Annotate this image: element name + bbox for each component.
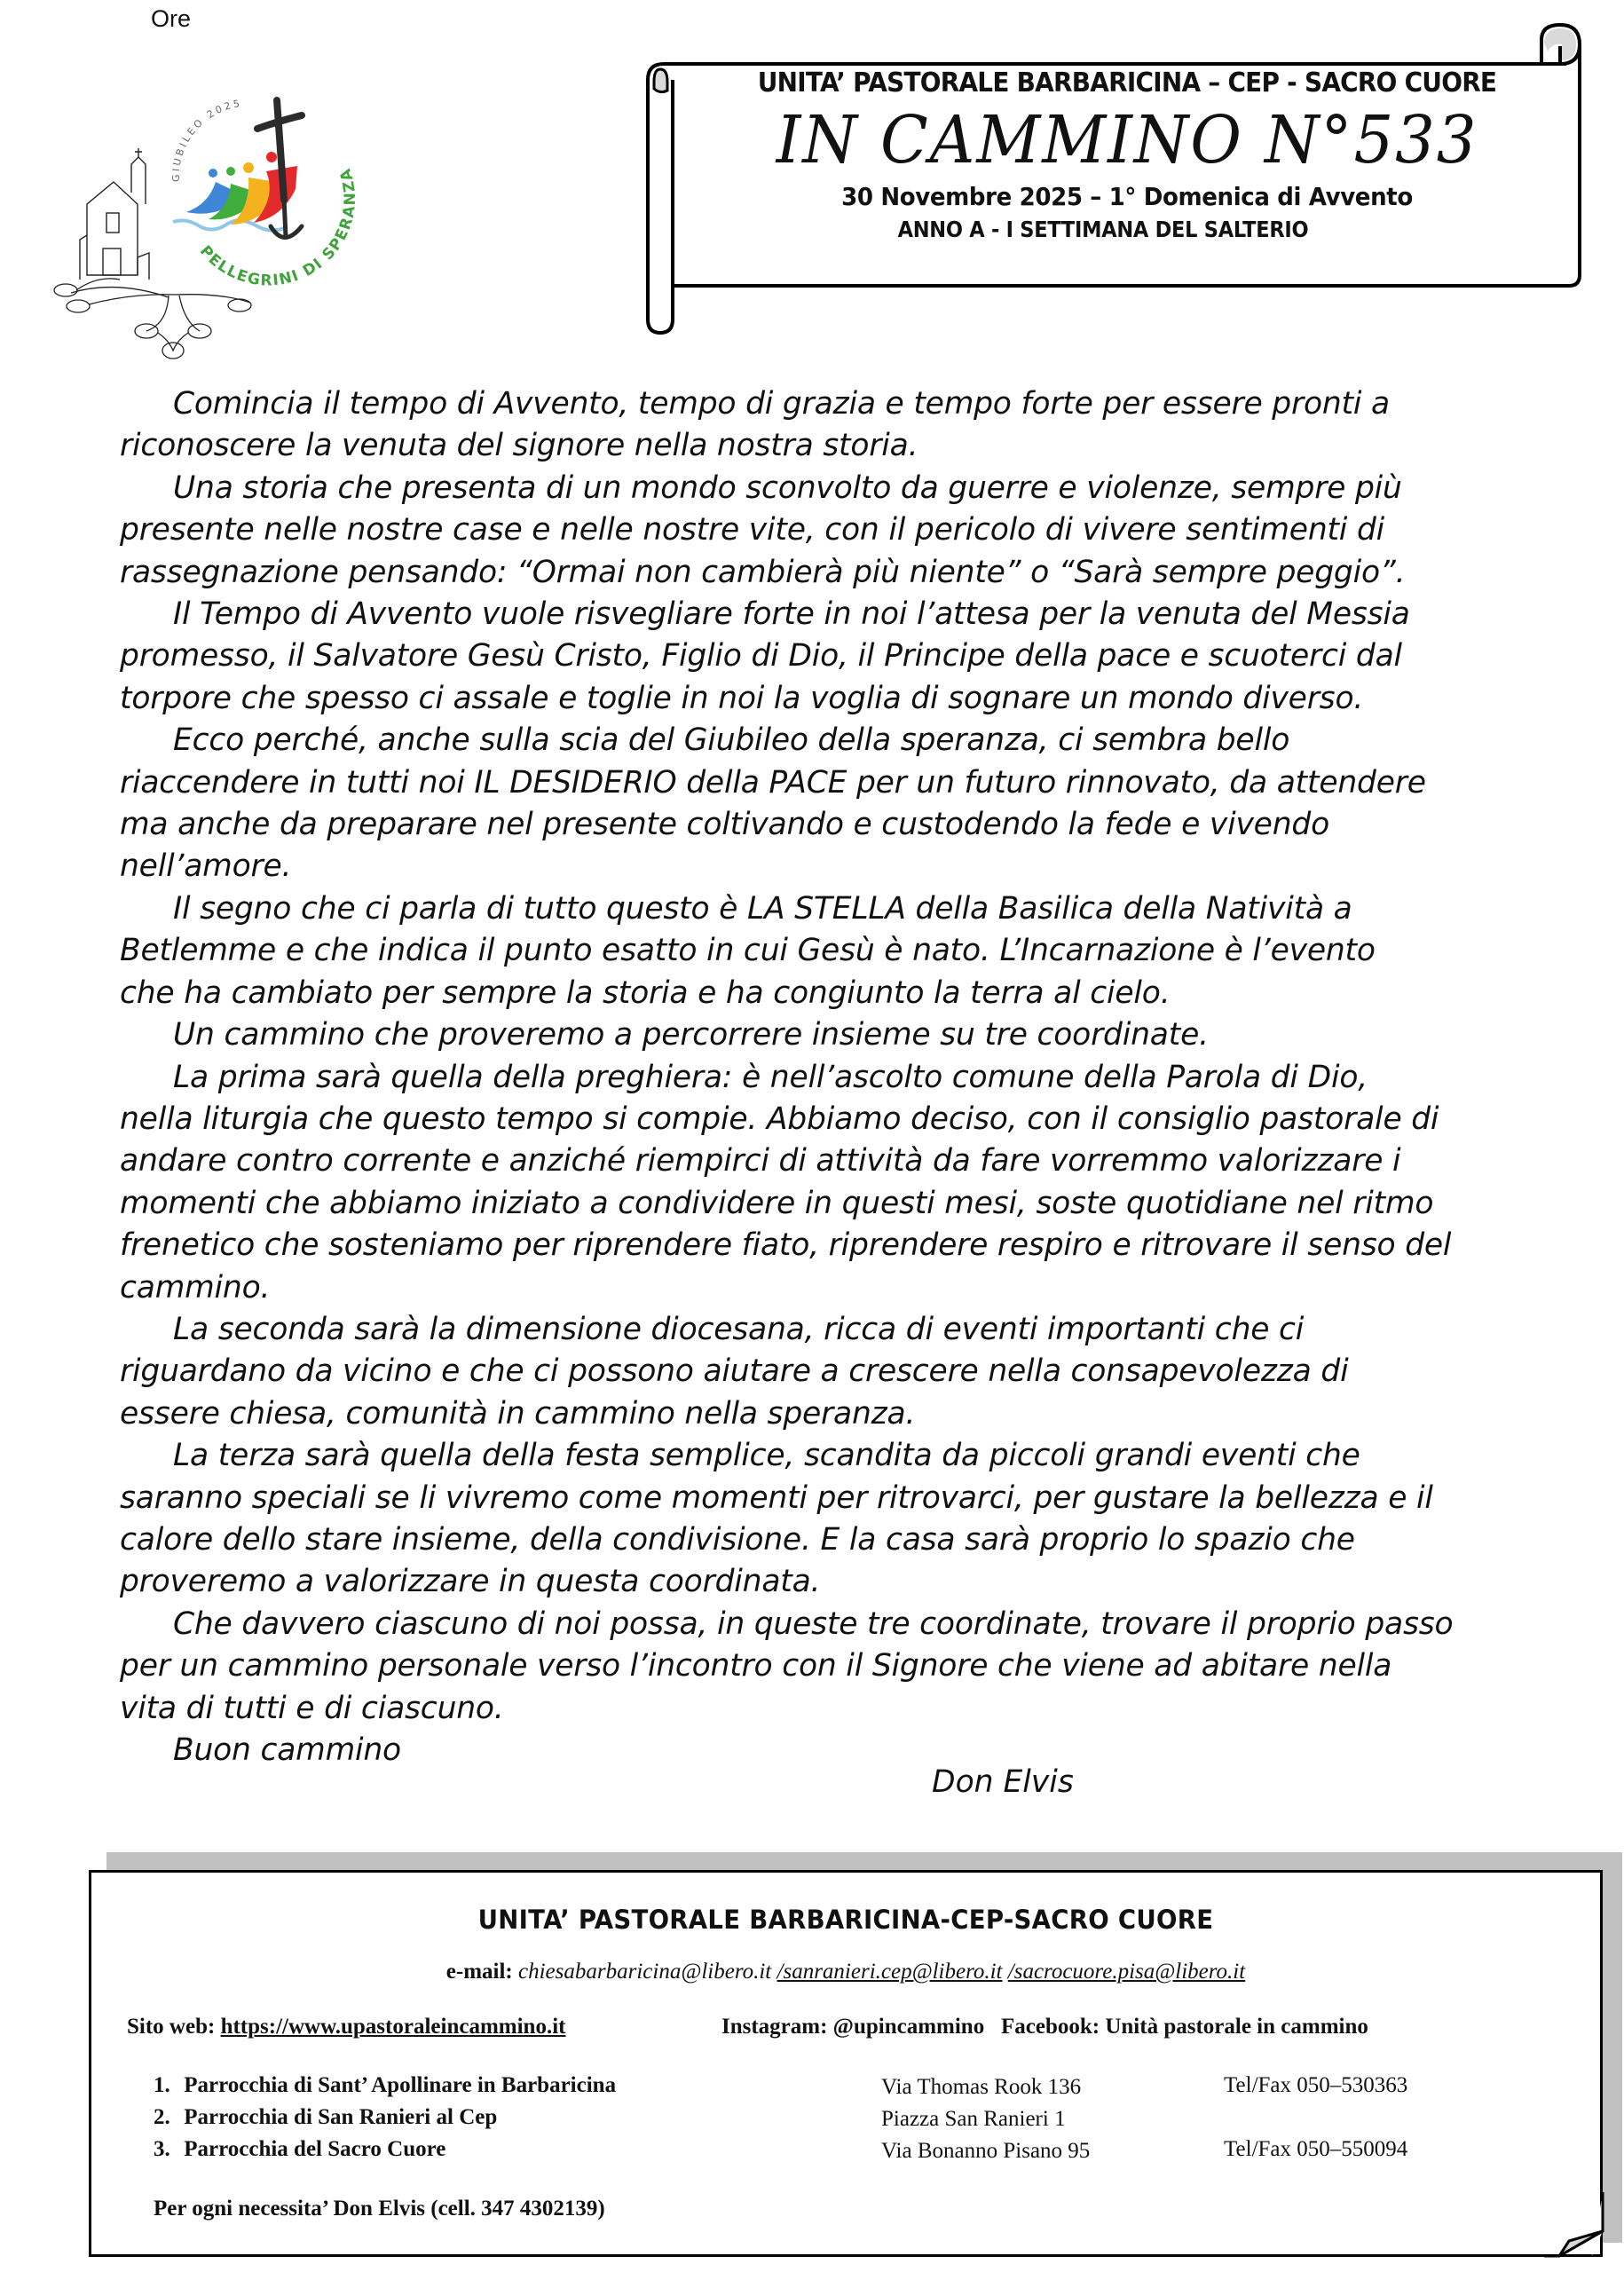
letter-line: La terza sarà quella della festa semplice, scandita da piccoli grandi eventi che <box>173 1438 1360 1474</box>
letter-line: nella liturgia che questo tempo si compie. Abbiamo deciso, con il consiglio pastorale di <box>120 1100 1439 1137</box>
letter-line: rassegnazione pensando: “Ormai non cambierà più niente” o “Sarà sempre peggio”. <box>120 554 1406 590</box>
parish-phone: Tel/Fax 050–550094 <box>1224 2137 1408 2161</box>
letter-line: riaccendere in tutti noi IL DESIDERIO della PACE per un futuro rinnovato, da attendere <box>120 764 1426 801</box>
page-curl-icon <box>1544 2192 1624 2272</box>
logo-graphic <box>44 93 373 364</box>
letter-line: Il segno che ci parla di tutto questo è LA STELLA della Basilica della Natività a <box>173 890 1352 927</box>
website-link[interactable]: https://www.upastoraleincammino.it <box>220 2015 566 2039</box>
email-link-sanranieri[interactable]: /sanranieri.cep@libero.it <box>777 1960 1003 1984</box>
parish-item: 1. Parrocchia di Sant’ Apollinare in Barbaricina <box>154 2073 617 2097</box>
letter-line: nell’amore. <box>120 848 292 885</box>
letter-line: essere chiesa, comunità in cammino nella speranza. <box>120 1395 916 1432</box>
parish-jubilee-logo <box>44 93 373 364</box>
letter-line: presente nelle nostre case e nelle nostre vite, con il pericolo di vivere sentimenti di <box>120 512 1385 548</box>
letter-line: riguardano da vicino e che ci possono aiutare a crescere nella consapevolezza di <box>120 1353 1349 1390</box>
letter-line: La seconda sarà la dimensione diocesana, ricca di eventi importanti che ci <box>173 1311 1305 1347</box>
newsletter-title: IN CAMMINO N°533 <box>776 102 1478 178</box>
parish-address: Via Thomas Rook 136 <box>881 2075 1082 2099</box>
parish-address: Piazza San Ranieri 1 <box>881 2107 1066 2131</box>
parish-phone <box>1224 2102 1407 2134</box>
email-link-barbaricina[interactable]: chiesabarbaricina@libero.it <box>518 1960 772 1984</box>
footer-contact-box <box>89 1870 1603 2257</box>
footer-title: UNITA’ PASTORALE BARBARICINA-CEP-SACRO CUORE <box>477 1905 1214 1935</box>
parish-address: Via Bonanno Pisano 95 <box>881 2139 1091 2163</box>
letter-line: proveremo a valorizzare in questa coordinata. <box>120 1564 821 1600</box>
facebook-page[interactable]: Facebook: Unità pastorale in cammino <box>1001 2015 1368 2039</box>
header-text <box>674 67 1580 242</box>
letter-line: Ecco perché, anche sulla scia del Giubileo della speranza, ci sembra bello <box>173 722 1290 759</box>
parish-addresses <box>881 2071 1090 2167</box>
letter-line: Che davvero ciascuno di noi possa, in queste tre coordinate, trovare il proprio passo <box>173 1605 1454 1642</box>
letter-line: andare contro corrente e anziché riempirci di attività da fare vorremmo valorizzare i <box>120 1143 1401 1179</box>
scroll-left-curl <box>654 69 667 92</box>
letter-line: riconoscere la venuta del signore nella nostra storia. <box>120 428 918 464</box>
letter-line: Comincia il tempo di Avvento, tempo di grazia e tempo forte per essere pronti a <box>173 386 1390 422</box>
logo-arc-top-text: GIUBILEO 2025 <box>169 97 243 183</box>
emergency-contact: Per ogni necessita’ Don Elvis (cell. 347 4302139) <box>154 2197 605 2221</box>
letter-line: promesso, il Salvatore Gesù Cristo, Figlio di Dio, il Principe della pace e scuoterci dal <box>120 638 1402 674</box>
corner-label: Ore <box>151 5 192 32</box>
parish-phones <box>1224 2070 1407 2166</box>
email-link-sacrocuore[interactable]: /sacrocuore.pisa@libero.it <box>1007 1960 1246 1984</box>
letter-line: ma anche da preparare nel presente coltivando e custodendo la fede e vivendo <box>120 807 1329 843</box>
letter-line: torpore che spesso ci assale e toglie in noi la voglia di sognare un mondo diverso. <box>120 680 1364 716</box>
letter-line: cammino. <box>120 1269 271 1306</box>
letter-line: per un cammino personale verso l’incontro con il Signore che viene ad abitare nella <box>120 1648 1392 1684</box>
letter-line: Buon cammino <box>173 1732 401 1768</box>
flourish-ornament <box>54 279 251 359</box>
letter-line: Betlemme e che indica il punto esatto in cui Gesù è nato. L’Incarnazione è l’evento <box>120 933 1376 969</box>
signature: Don Elvis <box>932 1764 1074 1800</box>
letter-line: calore dello stare insieme, della condivisione. E la casa sarà proprio lo spazio che <box>120 1521 1355 1558</box>
letter-line: Una storia che presenta di un mondo sconvolto da guerre e violenze, sempre più <box>173 469 1402 506</box>
water-wave <box>173 220 284 230</box>
email-label: e-mail: <box>445 1960 513 1984</box>
parish-phone: Tel/Fax 050–530363 <box>1224 2073 1408 2097</box>
footer-emails <box>91 1960 1600 1984</box>
parish-list <box>154 2070 616 2166</box>
liturgical-year: ANNO A - I SETTIMANA DEL SALTERIO <box>897 217 1309 242</box>
website-line <box>127 2015 565 2039</box>
logo-arc-bottom-text: PELLEGRINI DI SPERANZA <box>195 165 359 290</box>
letter-line: saranno speciali se li vivremo come momenti per ritrovarci, per gustare la bellezza e il <box>120 1479 1433 1516</box>
issue-date: 30 Novembre 2025 – 1° Domenica di Avvento <box>841 182 1413 211</box>
church-icon <box>71 148 169 297</box>
letter-line: momenti che abbiamo iniziato a condividere in questi mesi, soste quotidiane nel ritmo <box>120 1185 1434 1221</box>
letter-line: Un cammino che proveremo a percorrere insieme su tre coordinate. <box>173 1017 1209 1053</box>
letter-line: Il Tempo di Avvento vuole risvegliare forte in noi l’attesa per la venuta del Messia <box>173 596 1410 633</box>
organization-name: UNITA’ PASTORALE BARBARICINA – CEP - SACRO CUORE <box>757 67 1497 99</box>
instagram-handle[interactable]: Instagram: @upincammino <box>721 2015 985 2039</box>
letter-line: frenetico che sosteniamo per riprendere fiato, riprendere respiro e ritrovare il senso del <box>120 1227 1452 1264</box>
letter-line: La prima sarà quella della preghiera: è nell’ascolto comune della Parola di Dio, <box>173 1059 1368 1095</box>
parish-item: 2. Parrocchia di San Ranieri al Cep <box>154 2105 498 2129</box>
website-label: Sito web: <box>127 2015 216 2039</box>
parish-item: 3. Parrocchia del Sacro Cuore <box>154 2137 446 2161</box>
jubilee-emblem <box>170 98 359 290</box>
letter-body <box>120 383 1611 1771</box>
letter-line: che ha cambiato per sempre la storia e ha congiunto la terra al cielo. <box>120 974 1171 1011</box>
letter-line: vita di tutti e di ciascuno. <box>120 1690 504 1726</box>
